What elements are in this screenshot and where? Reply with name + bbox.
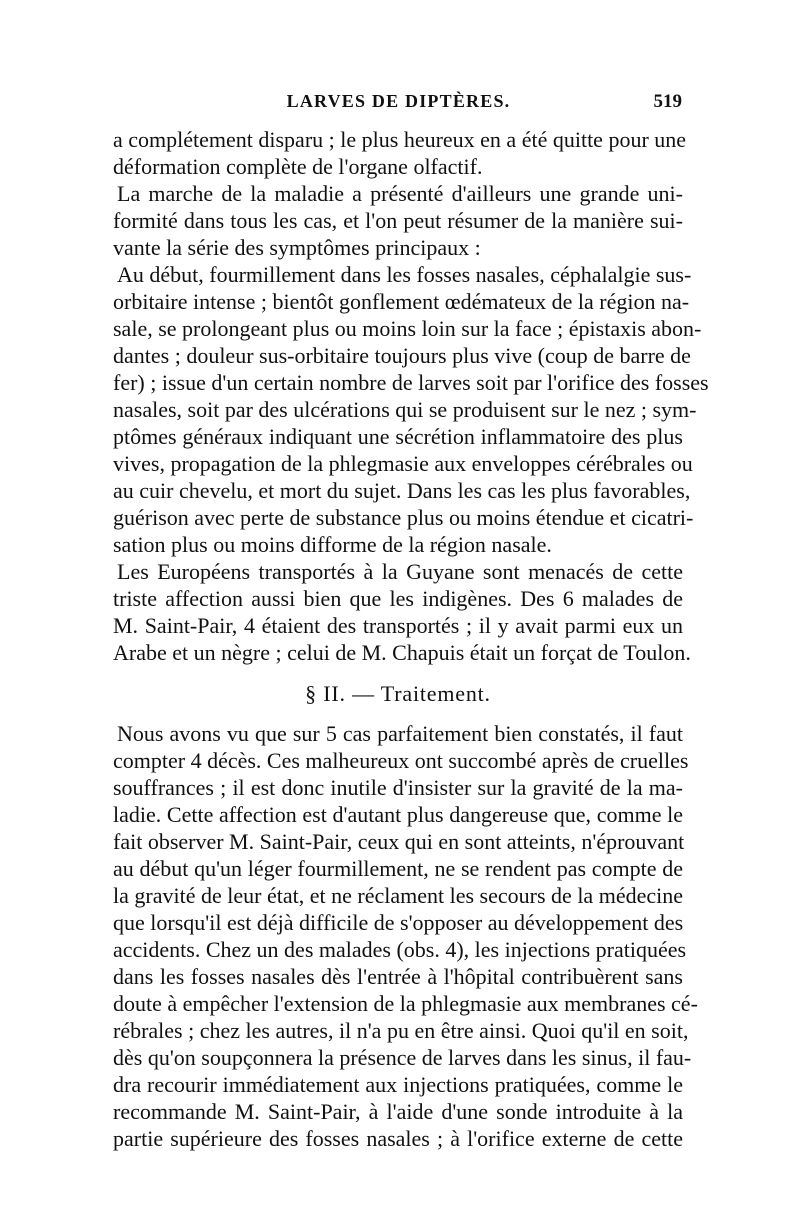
text-line: a complétement disparu ; le plus heureux en a été quitte pour une (113, 127, 687, 152)
text-line: orbitaire intense ; bientôt gonflement œdémateux de la région na- (113, 289, 690, 314)
text-line: Arabe et un nègre ; celui de M. Chapuis était un forçat de Toulon. (113, 640, 691, 665)
text-line: dra recourir immédiatement aux injections pratiquées, comme le (113, 1072, 683, 1097)
text-line: déformation complète de l'organe olfactif. (113, 154, 483, 179)
text-line: doute à empêcher l'extension de la phlegmasie aux membranes cé- (113, 991, 698, 1016)
text-line: dès qu'on soupçonnera la présence de larves dans les sinus, il fau- (113, 1045, 692, 1070)
text-line: nasales, soit par des ulcérations qui se produisent sur le nez ; sym- (113, 397, 697, 422)
text-line: sale, se prolongeant plus ou moins loin sur la face ; épistaxis abon- (113, 316, 702, 341)
paragraph-first-line: La marche de la maladie a présenté d'ailleurs une grande uni- (117, 181, 683, 206)
text-line: au début qu'un léger fourmillement, ne se rendent pas compte de (113, 856, 683, 881)
text-line: ladie. Cette affection est d'autant plus dangereuse que, comme le (113, 802, 683, 827)
section-heading: § II. — Traitement. (305, 681, 491, 706)
text-line: recommande M. Saint-Pair, à l'aide d'une sonde introduite à la (113, 1099, 683, 1124)
text-line: vives, propagation de la phlegmasie aux enveloppes cérébrales ou (113, 451, 693, 476)
paragraph-first-line: Nous avons vu que sur 5 cas parfaitement bien constatés, il faut (117, 721, 683, 746)
text-line: compter 4 décès. Ces malheureux ont succombé après de cruelles (113, 748, 689, 773)
text-line: partie supérieure des fosses nasales ; à l'orifice externe de cette (113, 1126, 683, 1151)
paragraph-first-line: Les Européens transportés à la Guyane sont menacés de cette (117, 559, 683, 584)
text-line: accidents. Chez un des malades (obs. 4), les injections pratiquées (113, 937, 687, 962)
text-line: souffrances ; il est donc inutile d'insister sur la gravité de la ma- (113, 775, 683, 800)
text-line: M. Saint-Pair, 4 étaient des transportés ; il y avait parmi eux un (113, 613, 683, 638)
text-line: fer) ; issue d'un certain nombre de larves soit par l'orifice des fosses (113, 370, 709, 395)
text-line: guérison avec perte de substance plus ou moins étendue et cicatri- (113, 505, 694, 530)
text-line: la gravité de leur état, et ne réclament les secours de la médecine (113, 883, 683, 908)
text-line: fait observer M. Saint-Pair, ceux qui en sont atteints, n'éprouvant (113, 829, 685, 854)
text-line: formité dans tous les cas, et l'on peut résumer de la manière sui- (113, 208, 683, 233)
text-line: rébrales ; chez les autres, il n'a pu en être ainsi. Quoi qu'il en soit, (113, 1018, 689, 1043)
running-title: LARVES DE DIPTÈRES. (286, 91, 511, 111)
text-line: triste affection aussi bien que les indigènes. Des 6 malades de (113, 586, 683, 611)
text-line: dantes ; douleur sus-orbitaire toujours plus vive (coup de barre de (113, 343, 691, 368)
page-number: 519 (653, 91, 682, 112)
text-line: sation plus ou moins difforme de la région nasale. (113, 532, 552, 557)
text-line: vante la série des symptômes principaux : (113, 235, 481, 260)
text-line: au cuir chevelu, et mort du sujet. Dans les cas les plus favorables, (113, 478, 691, 503)
text-line: ptômes généraux indiquant une sécrétion inflammatoire des plus (113, 424, 683, 449)
text-line: que lorsqu'il est déjà difficile de s'opposer au développement des (113, 910, 684, 935)
paragraph-first-line: Au début, fourmillement dans les fosses nasales, céphalalgie sus- (117, 262, 692, 287)
running-header (115, 91, 682, 121)
text-line: dans les fosses nasales dès l'entrée à l'hôpital contribuèrent sans (113, 964, 683, 989)
